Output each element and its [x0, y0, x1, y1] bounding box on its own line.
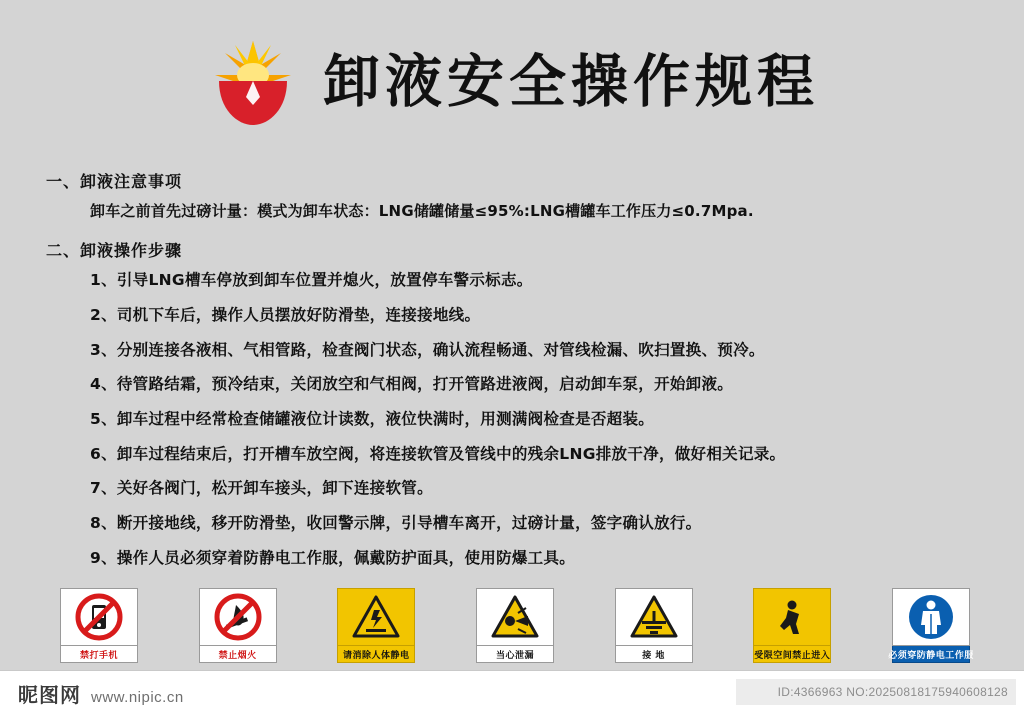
sign-caption: 禁打手机	[60, 646, 138, 663]
grounding-icon	[615, 588, 693, 646]
safety-sign	[476, 588, 554, 663]
list-item: 9、操作人员必须穿着防静电工作服，佩戴防护面具，使用防爆工具。	[90, 548, 576, 567]
safety-sign	[615, 588, 693, 663]
sign-caption: 必须穿防静电工作服	[892, 646, 970, 663]
poster-header	[0, 30, 1024, 135]
leak-warning-icon	[476, 588, 554, 646]
section-2-heading: 二、卸液操作步骤	[46, 240, 183, 260]
no-entry-confined-space-icon	[753, 588, 831, 646]
petrochina-logo-icon	[205, 35, 301, 131]
safety-sign	[753, 588, 831, 663]
list-item: 1、引导LNG槽车停放到卸车位置并熄火，放置停车警示标志。	[90, 271, 533, 290]
safety-sign	[199, 588, 277, 663]
list-item: 3、分别连接各液相、气相管路，检查阀门状态，确认流程畅通、对管线检漏、吹扫置换、预冷。	[90, 340, 765, 359]
sign-caption: 当心泄漏	[476, 646, 554, 663]
safety-sign	[60, 588, 138, 663]
site-name-cn: 昵图网	[18, 683, 81, 707]
poster-content	[46, 172, 986, 582]
list-item: 7、关好各阀门，松开卸车接头，卸下连接软管。	[90, 479, 433, 498]
list-item: 2、司机下车后，操作人员摆放好防滑垫，连接接地线。	[90, 305, 481, 324]
sign-caption: 请消除人体静电	[337, 646, 415, 663]
section-1-line: 卸车之前首先过磅计量：模式为卸车状态：LNG储罐储量≤95%:LNG槽罐车工作压力≤0.7Mpa.	[90, 202, 754, 221]
operation-steps-list	[46, 270, 986, 569]
safety-sign	[337, 588, 415, 663]
discharge-static-icon	[337, 588, 415, 646]
section-1-heading: 一、卸液注意事项	[46, 172, 183, 191]
page-title: 卸液安全操作规程	[323, 49, 819, 115]
list-item: 4、待管路结霜，预冷结束，关闭放空和气相阀，打开管路进液阀，启动卸车泵，开始卸液。	[90, 375, 734, 394]
sign-caption: 禁止烟火	[199, 646, 277, 663]
antistatic-clothing-icon	[892, 588, 970, 646]
image-id-text: ID:4366963 NO:20250818175940608128	[777, 685, 1008, 699]
no-open-flame-icon	[199, 588, 277, 646]
safety-sign	[888, 588, 974, 663]
list-item: 5、卸车过程中经常检查储罐液位计读数，液位快满时，用测满阀检查是否超装。	[90, 409, 655, 428]
list-item: 8、断开接地线，移开防滑垫，收回警示牌，引导槽车离开，过磅计量，签字确认放行。	[90, 513, 702, 532]
list-item: 6、卸车过程结束后，打开槽车放空阀，将连接软管及管线中的残余LNG排放干净，做好相关记录。	[90, 444, 786, 463]
sign-caption: 受限空间禁止进入	[753, 646, 831, 663]
sign-caption: 接 地	[615, 646, 693, 663]
no-mobile-phone-icon	[60, 588, 138, 646]
site-url: www.nipic.cn	[91, 689, 184, 706]
site-watermark	[18, 679, 184, 708]
safety-signs-row	[60, 588, 974, 663]
footer-watermark-bar	[0, 670, 1024, 717]
